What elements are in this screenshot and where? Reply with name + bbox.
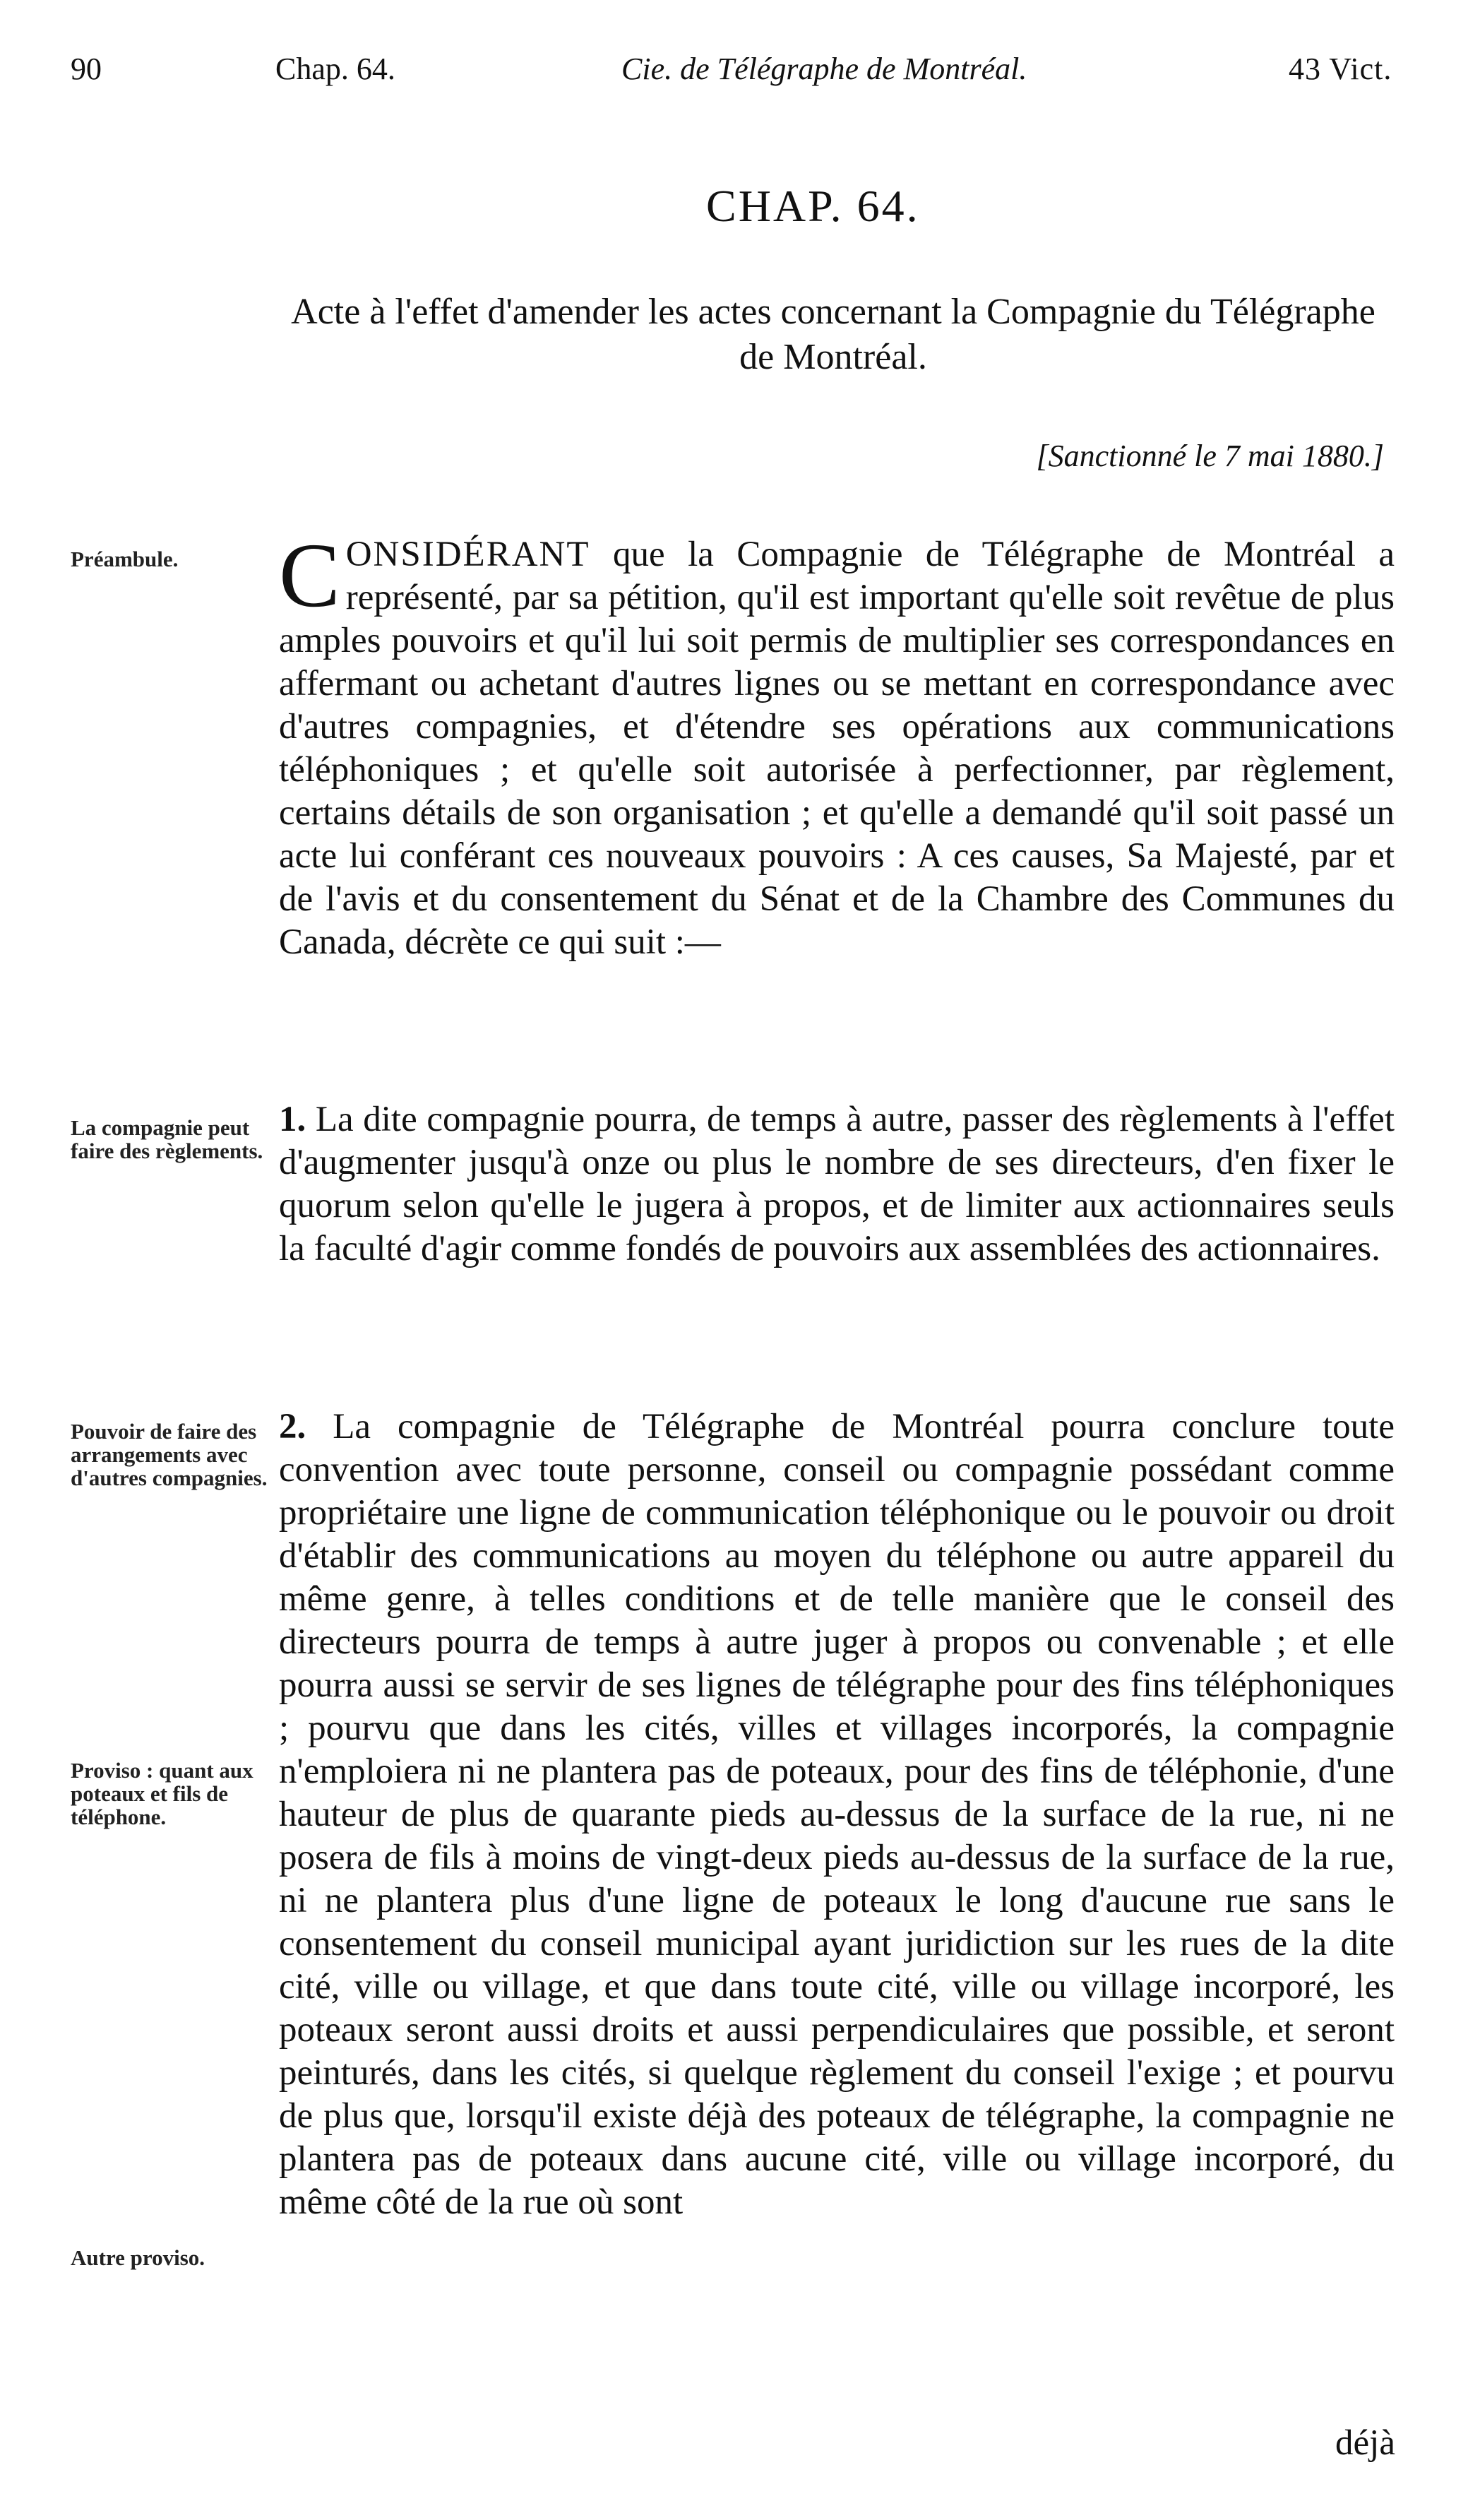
dropcap-letter: C	[279, 525, 340, 626]
section-1-text: La dite compagnie pourra, de temps à autre, passer des règlements à l'effet d'augmenter jusqu'à onze ou plus le nombre de ses directeurs, d'en fixer le quorum selon qu'elle le jugera à propos, et de limiter aux actionnaires seuls la faculté d'agir comme fondés de pouvoirs aux assemblées des actionnaires.	[279, 1100, 1395, 1268]
preamble-text: que la Compagnie de Télégraphe de Montréal a représenté, par sa pétition, qu'il est important qu'elle soit revêtue de plus amples pouvoirs et qu'il lui soit permis de multiplier ses correspondances en affermant ou achetant d'autres lignes ou se mettant en correspondance avec d'autres compagnies, et d'étendre ses opérations aux communications téléphoniques ; et qu'elle soit autorisée à perfectionner, par règlement, certains détails de son organisation ; et qu'elle a demandé qu'il soit passé un acte lui conférant ces nouveaux pouvoirs : A ces causes, Sa Majesté, par et de l'avis et du consentement du Sénat et de la Chambre des Communes du Canada, décrète ce qui suit :—	[279, 535, 1395, 962]
margin-note-section-1: La compagnie peut faire des règlements.	[71, 1115, 263, 1163]
sanction-date: [Sanctionné le 7 mai 1880.]	[1036, 439, 1384, 473]
margin-note-autre-proviso: Autre proviso.	[71, 2245, 205, 2270]
section-2-text: La compagnie de Télégraphe de Montréal pourra conclure toute convention avec toute personne, conseil ou compagnie possédant comme propriétaire une ligne de communication téléphonique ou le pouvoir ou droit d'établir des communications au moyen du téléphone ou autre appareil du même genre, à telles conditions et de telle manière que le conseil des directeurs pourra de temps à autre juger à propos ou convenable ; et elle pourra aussi se servir de ses lignes de télégraphe pour des fins téléphoniques ; pourvu que dans les cités, villes et villages incorporés, la compagnie n'emploiera ni ne plantera pas de poteaux, pour des fins de téléphonie, d'une hauteur de plus de quarante pieds au-dessus de la surface de la rue, ni ne posera de fils à moins de vingt-deux pieds au-dessus de la surface de la rue, ni ne plantera plus d'une ligne de poteaux le long d'aucune rue sans le consentement du conseil municipal ayant juridiction sur les rues de la dite cité, ville ou village, et que dans toute cité, ville ou village incorporé, les poteaux seront aussi droits et aussi perpendiculaires que possible, et seront peinturés, dans les cités, si quelque règlement du conseil l'exige ; et pourvu de plus que, lorsqu'il existe déjà des poteaux de télégraphe, la compagnie ne plantera pas de poteaux dans aucune cité, ville ou village incorporé, du même côté de la rue où sont	[279, 1407, 1395, 2222]
margin-note-proviso: Proviso : quant aux poteaux et fils de téléphone.	[71, 1758, 253, 1829]
section-2-paragraph	[279, 1405, 1395, 2224]
preamble-lead-word: ONSIDÉRANT	[345, 535, 590, 574]
header-regnal-year: 43 Vict.	[1289, 52, 1392, 86]
margin-note-preamble: Préambule.	[71, 547, 179, 571]
section-2-number: 2.	[279, 1407, 306, 1446]
catchword: déjà	[1335, 2423, 1395, 2463]
header-chapter: Chap. 64.	[275, 52, 395, 86]
preamble-paragraph	[279, 525, 1395, 964]
running-header	[71, 51, 1398, 100]
page-number: 90	[71, 52, 102, 86]
section-1-paragraph	[279, 1098, 1395, 1271]
margin-note-section-2: Pouvoir de faire des arrangements avec d'autres compagnies.	[71, 1419, 268, 1490]
section-1-number: 1.	[279, 1100, 306, 1139]
act-title: Acte à l'effet d'amender les actes concernant la Compagnie du Télégraphe de Montréal.	[291, 292, 1375, 377]
header-running-title: Cie. de Télégraphe de Montréal.	[621, 52, 1027, 86]
chapter-title: CHAP. 64.	[706, 181, 920, 231]
